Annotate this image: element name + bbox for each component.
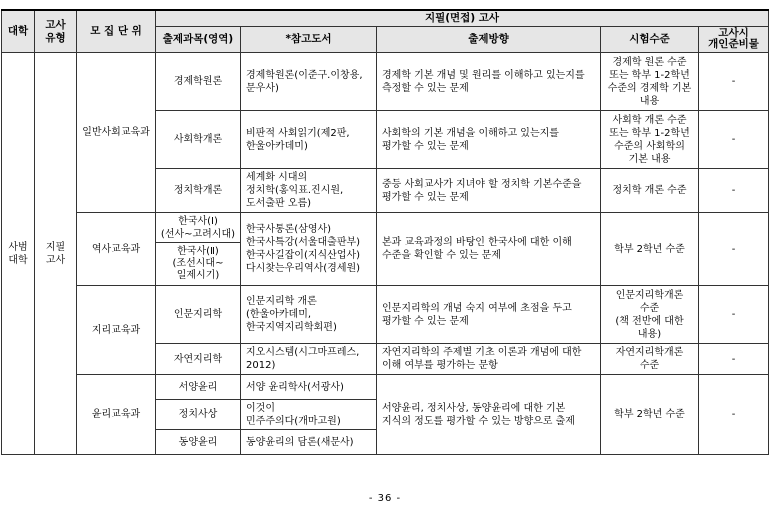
direction-cell: 본과 교육과정의 바탕인 한국사에 대한 이해 수준을 확인할 수 있는 문제 <box>377 213 601 286</box>
reference-cell: 비판적 사회읽기(제2판, 한울아카데미) <box>241 111 377 169</box>
header-univ: 대학 <box>2 10 35 53</box>
page-number: - 36 - <box>368 493 402 504</box>
reference-cell: 지오시스템(시그마프레스, 2012) <box>241 344 377 375</box>
header-reference: *참고도서 <box>241 27 377 53</box>
unit-history: 역사교육과 <box>77 213 156 286</box>
subject-cell: 정치학개론 <box>156 169 241 213</box>
subject-cell: 동양윤리 <box>156 430 241 455</box>
reference-cell: 이것이 민주주의다(개마고원) <box>241 400 377 430</box>
direction-cell: 중등 사회교사가 지녀야 할 정치학 기본수준을 평가할 수 있는 문제 <box>377 169 601 213</box>
reference-cell: 인문지리학 개론 (한울아카데미, 한국지역지리학회편) <box>241 286 377 344</box>
header-subject: 출제과목(영역) <box>156 27 241 53</box>
subject-cell: 사회학개론 <box>156 111 241 169</box>
direction-cell: 인문지리학의 개념 숙지 여부에 초점을 두고 평가할 수 있는 문제 <box>377 286 601 344</box>
header-direction: 출제방향 <box>377 27 601 53</box>
materials-cell: - <box>699 169 769 213</box>
reference-cell: 한국사통론(삼영사) 한국사특강(서울대출판부) 한국사길잡이(지식산업사) 다시찾는우리역사(경세원) <box>241 213 377 286</box>
college-cell: 사범 대학 <box>2 53 35 455</box>
level-cell: 사회학 개론 수준 또는 학부 1-2학년 수준의 사회학의 기본 내용 <box>601 111 699 169</box>
subject-cell: 한국사(Ⅱ) (조선시대~ 일제시기) <box>156 243 241 286</box>
reference-cell: 서양 윤리학사(서광사) <box>241 375 377 400</box>
header-written-exam: 지필(면접) 고사 <box>156 10 769 27</box>
direction-cell: 서양윤리, 정치사상, 동양윤리에 대한 기본 지식의 정도를 평가할 수 있는 방향으로 출제 <box>377 375 601 455</box>
unit-geography: 지리교육과 <box>77 286 156 375</box>
materials-cell: - <box>699 213 769 286</box>
reference-cell: 세계화 시대의 정치학(홍익표.진시원, 도서출판 오름) <box>241 169 377 213</box>
materials-cell: - <box>699 344 769 375</box>
level-cell: 인문지리학개론 수준 (책 전반에 대한 내용) <box>601 286 699 344</box>
subject-cell: 정치사상 <box>156 400 241 430</box>
header-level: 시험수준 <box>601 27 699 53</box>
direction-cell: 사회학의 기본 개념을 이해하고 있는지를 평가할 수 있는 문제 <box>377 111 601 169</box>
level-cell: 학부 2학년 수준 <box>601 375 699 455</box>
exam-table <box>1 9 769 455</box>
subject-cell: 한국사(Ⅰ) (선사~고려시대) <box>156 213 241 243</box>
level-cell: 자연지리학개론 수준 <box>601 344 699 375</box>
subject-cell: 서양윤리 <box>156 375 241 400</box>
subject-cell: 경제학원론 <box>156 53 241 111</box>
header-exam-type: 고사 유형 <box>35 10 77 53</box>
materials-cell: - <box>699 375 769 455</box>
unit-social: 일반사회교육과 <box>77 53 156 213</box>
exam-type-cell: 지필 고사 <box>35 53 77 455</box>
direction-cell: 자연지리학의 주제별 기초 이론과 개념에 대한 이해 여부를 평가하는 문항 <box>377 344 601 375</box>
subject-cell: 인문지리학 <box>156 286 241 344</box>
header-materials: 고사시 개인준비물 <box>699 27 769 53</box>
level-cell: 경제학 원론 수준 또는 학부 1-2학년 수준의 경제학 기본 내용 <box>601 53 699 111</box>
materials-cell: - <box>699 286 769 344</box>
subject-cell: 자연지리학 <box>156 344 241 375</box>
header-recruit-unit: 모 집 단 위 <box>77 10 156 53</box>
level-cell: 학부 2학년 수준 <box>601 213 699 286</box>
level-cell: 정치학 개론 수준 <box>601 169 699 213</box>
materials-cell: - <box>699 53 769 111</box>
direction-cell: 경제학 기본 개념 및 원리를 이해하고 있는지를 측정할 수 있는 문제 <box>377 53 601 111</box>
reference-cell: 경제학원론(이준구.이창용, 문우사) <box>241 53 377 111</box>
unit-ethics: 윤리교육과 <box>77 375 156 455</box>
reference-cell: 동양윤리의 담론(새문사) <box>241 430 377 455</box>
materials-cell: - <box>699 111 769 169</box>
